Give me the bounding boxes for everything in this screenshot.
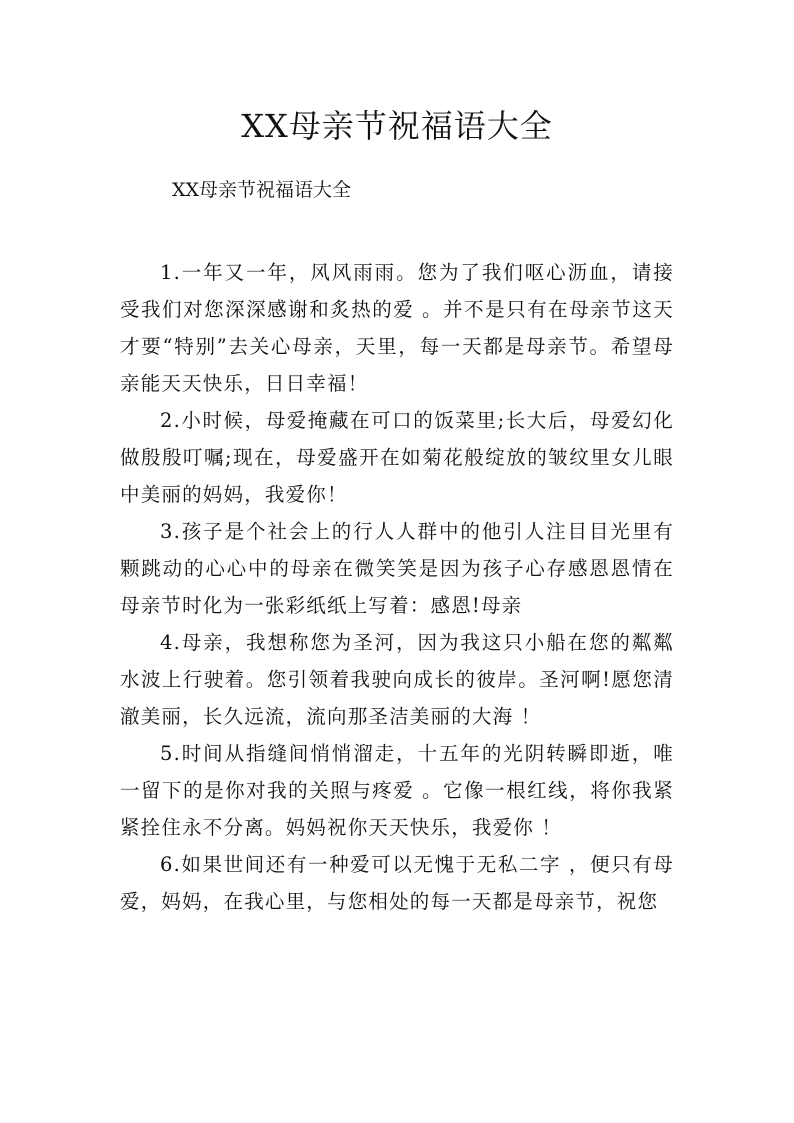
paragraph-6: 6.如果世间还有一种爱可以无愧于无私二字 ，便只有母爱，妈妈，在我心里，与您相处的每一天都是母亲节，祝您 [120, 853, 674, 913]
paragraph-3: 3.孩子是个社会上的行人人群中的他引人注目目光里有颗跳动的心心中的母亲在微笑笑是因为孩子心存感恩恩情在母亲节时化为一张彩纸纸上写着：感恩!母亲 [120, 520, 674, 617]
document-title: XX母亲节祝福语大全 [241, 107, 553, 145]
document-subtitle: XX母亲节祝福语大全 [172, 179, 352, 201]
paragraph-2: 2.小时候，母爱掩藏在可口的饭菜里;长大后，母爱幻化做殷殷叮嘱;现在，母爱盛开在如菊花般绽放的皱纹里女儿眼中美丽的妈妈，我爱你！ [120, 409, 674, 506]
paragraph-5: 5.时间从指缝间悄悄溜走，十五年的光阴转瞬即逝，唯一留下的是你对我的关照与疼爱 。它像一根红线，将你我紧紧拴住永不分离。妈妈祝你天天快乐，我爱你 ！ [120, 742, 674, 839]
paragraph-1: 1.一年又一年，风风雨雨。您为了我们呕心沥血，请接受我们对您深深感谢和炙热的爱 。并不是只有在母亲节这天才要“特别”去关心母亲，天里，每一天都是母亲节。希望母亲能天天快乐，日日幸福！ [120, 261, 674, 395]
paragraph-4: 4.母亲，我想称您为圣河，因为我这只小船在您的粼粼水波上行驶着。您引领着我驶向成长的彼岸。圣河啊!愿您清澈美丽，长久远流，流向那圣洁美丽的大海 ！ [120, 631, 674, 728]
